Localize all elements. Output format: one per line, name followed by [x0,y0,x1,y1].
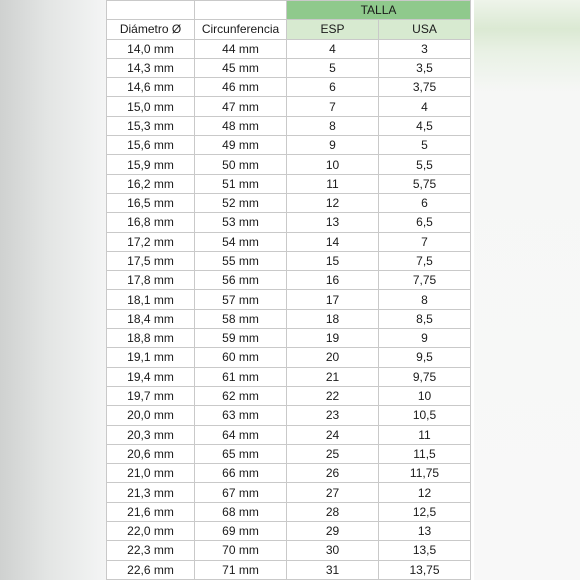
esp-size-cell: 6 [287,78,379,97]
circumference-cell: 68 mm [195,502,287,521]
diameter-cell: 17,8 mm [107,271,195,290]
diameter-cell: 17,5 mm [107,251,195,270]
usa-size-cell: 3,5 [379,58,471,77]
group-header-row [107,1,471,20]
circumference-cell: 49 mm [195,136,287,155]
esp-size-cell: 26 [287,464,379,483]
esp-size-cell: 15 [287,251,379,270]
table-row [107,386,471,405]
table-row [107,483,471,502]
esp-size-cell: 11 [287,174,379,193]
circumference-cell: 65 mm [195,444,287,463]
esp-size-cell: 13 [287,213,379,232]
circumference-cell: 45 mm [195,58,287,77]
circumference-cell: 52 mm [195,193,287,212]
circumference-cell: 54 mm [195,232,287,251]
usa-column-header: USA [379,20,471,39]
usa-size-cell: 9 [379,329,471,348]
left-background [0,0,106,580]
table-row [107,541,471,560]
usa-size-cell: 5,5 [379,155,471,174]
table-row [107,97,471,116]
esp-size-cell: 21 [287,367,379,386]
ring-size-table [106,0,471,580]
diameter-cell: 22,0 mm [107,522,195,541]
diameter-cell: 15,6 mm [107,136,195,155]
circumference-cell: 71 mm [195,560,287,579]
table-row [107,174,471,193]
diameter-cell: 20,0 mm [107,406,195,425]
diameter-cell: 19,7 mm [107,386,195,405]
diameter-cell: 16,5 mm [107,193,195,212]
diameter-cell: 19,1 mm [107,348,195,367]
circumference-cell: 59 mm [195,329,287,348]
table-row [107,502,471,521]
circumference-cell: 70 mm [195,541,287,560]
usa-size-cell: 3,75 [379,78,471,97]
diameter-cell: 22,3 mm [107,541,195,560]
usa-size-cell: 5,75 [379,174,471,193]
circumference-cell: 51 mm [195,174,287,193]
table-row [107,560,471,579]
circumference-cell: 67 mm [195,483,287,502]
usa-size-cell: 7,75 [379,271,471,290]
circumference-column-header: Circunferencia [195,20,287,39]
diameter-cell: 18,8 mm [107,329,195,348]
esp-size-cell: 17 [287,290,379,309]
diameter-column-header: Diámetro Ø [107,20,195,39]
usa-size-cell: 6,5 [379,213,471,232]
esp-size-cell: 8 [287,116,379,135]
table-row [107,329,471,348]
circumference-cell: 50 mm [195,155,287,174]
diameter-cell: 14,3 mm [107,58,195,77]
circumference-cell: 61 mm [195,367,287,386]
esp-size-cell: 18 [287,309,379,328]
esp-size-cell: 25 [287,444,379,463]
right-background [474,0,580,580]
column-header-row [107,20,471,39]
table-row [107,193,471,212]
usa-size-cell: 13 [379,522,471,541]
usa-size-cell: 8 [379,290,471,309]
circumference-cell: 56 mm [195,271,287,290]
diameter-cell: 20,3 mm [107,425,195,444]
usa-size-cell: 8,5 [379,309,471,328]
esp-size-cell: 29 [287,522,379,541]
circumference-cell: 62 mm [195,386,287,405]
diameter-cell: 19,4 mm [107,367,195,386]
esp-size-cell: 16 [287,271,379,290]
usa-size-cell: 11 [379,425,471,444]
usa-size-cell: 13,75 [379,560,471,579]
esp-size-cell: 9 [287,136,379,155]
diameter-cell: 18,1 mm [107,290,195,309]
table-row [107,444,471,463]
usa-size-cell: 12,5 [379,502,471,521]
diameter-cell: 17,2 mm [107,232,195,251]
table-row [107,348,471,367]
diameter-cell: 21,3 mm [107,483,195,502]
usa-size-cell: 3 [379,39,471,58]
table-row [107,522,471,541]
table-body [107,39,471,579]
table-row [107,309,471,328]
esp-size-cell: 20 [287,348,379,367]
usa-size-cell: 7,5 [379,251,471,270]
esp-size-cell: 30 [287,541,379,560]
esp-size-cell: 24 [287,425,379,444]
circumference-cell: 69 mm [195,522,287,541]
esp-size-cell: 28 [287,502,379,521]
diameter-cell: 22,6 mm [107,560,195,579]
usa-size-cell: 9,5 [379,348,471,367]
usa-size-cell: 12 [379,483,471,502]
table-row [107,232,471,251]
diameter-cell: 21,6 mm [107,502,195,521]
circumference-cell: 53 mm [195,213,287,232]
circumference-cell: 63 mm [195,406,287,425]
usa-size-cell: 7 [379,232,471,251]
table-row [107,155,471,174]
usa-size-cell: 4 [379,97,471,116]
table-row [107,406,471,425]
circumference-cell: 44 mm [195,39,287,58]
table-row [107,290,471,309]
table-row [107,116,471,135]
usa-size-cell: 6 [379,193,471,212]
usa-size-cell: 11,75 [379,464,471,483]
esp-size-cell: 14 [287,232,379,251]
circumference-cell: 64 mm [195,425,287,444]
usa-size-cell: 4,5 [379,116,471,135]
esp-size-cell: 22 [287,386,379,405]
usa-size-cell: 5 [379,136,471,155]
circumference-cell: 60 mm [195,348,287,367]
table-row [107,58,471,77]
table-row [107,425,471,444]
esp-size-cell: 23 [287,406,379,425]
diameter-cell: 18,4 mm [107,309,195,328]
table-row [107,78,471,97]
empty-header-cell [195,1,287,20]
diameter-cell: 15,0 mm [107,97,195,116]
usa-size-cell: 10 [379,386,471,405]
circumference-cell: 58 mm [195,309,287,328]
table-row [107,39,471,58]
esp-size-cell: 7 [287,97,379,116]
table-row [107,213,471,232]
usa-size-cell: 13,5 [379,541,471,560]
diameter-cell: 15,9 mm [107,155,195,174]
esp-size-cell: 31 [287,560,379,579]
esp-size-cell: 4 [287,39,379,58]
diameter-cell: 21,0 mm [107,464,195,483]
diameter-cell: 14,6 mm [107,78,195,97]
circumference-cell: 57 mm [195,290,287,309]
esp-size-cell: 5 [287,58,379,77]
usa-size-cell: 10,5 [379,406,471,425]
circumference-cell: 46 mm [195,78,287,97]
diameter-cell: 16,8 mm [107,213,195,232]
circumference-cell: 55 mm [195,251,287,270]
table-row [107,367,471,386]
table-row [107,464,471,483]
usa-size-cell: 9,75 [379,367,471,386]
circumference-cell: 48 mm [195,116,287,135]
table-row [107,271,471,290]
esp-size-cell: 10 [287,155,379,174]
talla-group-header: TALLA [287,1,471,20]
diameter-cell: 16,2 mm [107,174,195,193]
esp-size-cell: 12 [287,193,379,212]
esp-size-cell: 27 [287,483,379,502]
table-row [107,136,471,155]
empty-header-cell [107,1,195,20]
circumference-cell: 47 mm [195,97,287,116]
esp-size-cell: 19 [287,329,379,348]
usa-size-cell: 11,5 [379,444,471,463]
esp-column-header: ESP [287,20,379,39]
table-row [107,251,471,270]
diameter-cell: 20,6 mm [107,444,195,463]
diameter-cell: 14,0 mm [107,39,195,58]
diameter-cell: 15,3 mm [107,116,195,135]
circumference-cell: 66 mm [195,464,287,483]
